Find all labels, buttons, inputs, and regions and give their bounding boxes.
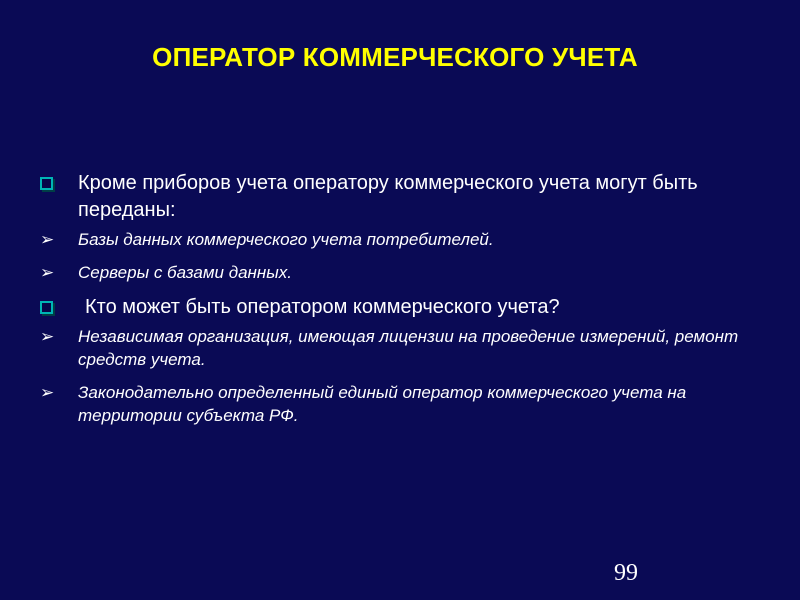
bullet-text: Кроме приборов учета оператору коммерческого учета могут быть переданы: (78, 172, 698, 221)
sub-bullet-text: Серверы с базами данных. (78, 263, 292, 282)
sub-bullet-item (40, 381, 760, 427)
sub-bullet-text: Законодательно определенный единый оператор коммерческого учета на территории субъекта РФ. (78, 383, 687, 425)
bullet-item (40, 294, 760, 321)
bullet-list (40, 170, 760, 437)
sub-bullet-text: Базы данных коммерческого учета потребителей. (78, 230, 494, 249)
checkbox-icon (40, 177, 53, 190)
arrow-icon: ➢ (40, 263, 55, 282)
sub-bullet-item (40, 261, 760, 284)
sub-bullet-item (40, 325, 760, 371)
sub-bullet-item (40, 228, 760, 251)
checkbox-icon (40, 301, 53, 314)
arrow-icon: ➢ (40, 230, 55, 249)
bullet-text: Кто может быть оператором коммерческого учета? (85, 296, 560, 318)
bullet-item (40, 170, 760, 224)
arrow-icon: ➢ (40, 383, 55, 402)
page-number: 99 (614, 560, 638, 586)
arrow-icon: ➢ (40, 327, 55, 346)
sub-bullet-text: Независимая организация, имеющая лицензии на проведение измерений, ремонт средств учета. (78, 327, 739, 369)
slide-title: ОПЕРАТОР КОММЕРЧЕСКОГО УЧЕТА (152, 42, 638, 72)
